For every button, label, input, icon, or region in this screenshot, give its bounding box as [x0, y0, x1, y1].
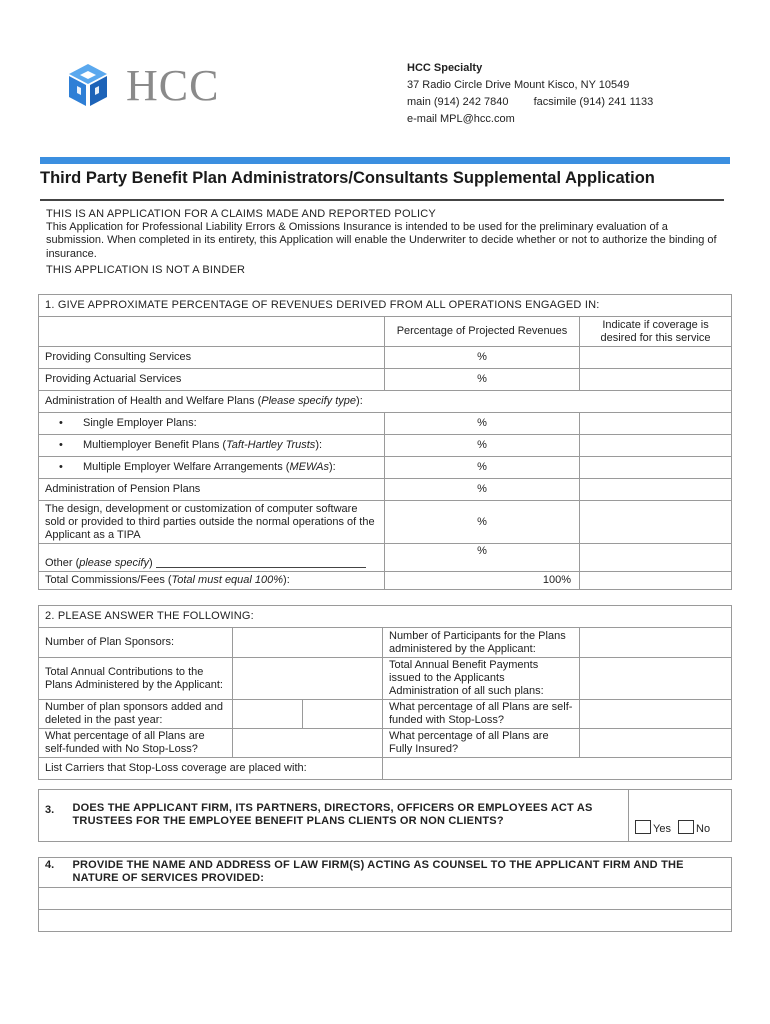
- fully-insured-input[interactable]: [580, 729, 732, 758]
- admin-health-italic: Please specify type: [261, 395, 357, 407]
- header-blue-bar: [40, 157, 730, 164]
- page-title: Third Party Benefit Plan Administrators/Consultants Supplemental Application: [40, 169, 655, 187]
- plan-sponsors-label: Number of Plan Sponsors:: [39, 628, 233, 658]
- participants-input[interactable]: [580, 628, 732, 658]
- carriers-input[interactable]: [383, 758, 732, 780]
- claims-made-notice: THIS IS AN APPLICATION FOR A CLAIMS MADE AND REPORTED POLICY: [46, 208, 436, 220]
- no-label: No: [696, 823, 711, 835]
- added-input[interactable]: [233, 700, 303, 729]
- total-prefix: Total Commissions/Fees (: [45, 574, 172, 586]
- row-multiemployer-coverage[interactable]: [580, 435, 732, 457]
- multi-italic: Taft-Hartley Trusts: [226, 439, 316, 451]
- row-single-employer-label: • Single Employer Plans:: [39, 413, 385, 435]
- row-multiemployer-label: [39, 435, 385, 457]
- added-deleted-label: Number of plan sponsors added and deleted in the past year:: [39, 700, 233, 729]
- row-actuarial-label: Providing Actuarial Services: [39, 369, 385, 391]
- row-pension-label: Administration of Pension Plans: [39, 479, 385, 501]
- row-single-employer-coverage[interactable]: [580, 413, 732, 435]
- other-specify-line[interactable]: [156, 557, 366, 568]
- section3-question: DOES THE APPLICANT FIRM, ITS PARTNERS, DIRECTORS, OFFICERS OR EMPLOYEES ACT AS TRUSTEES FOR THE EMPLOYEE BENEFIT PLANS CLIENTS OR NON CLIENTS?: [67, 790, 629, 842]
- section1-header-blank: [39, 317, 385, 347]
- section3-number: 3.: [39, 790, 67, 842]
- admin-health-suffix: ):: [356, 395, 363, 407]
- row-total-label: [39, 572, 385, 590]
- fully-insured-label: What percentage of all Plans are Fully Insured?: [383, 729, 580, 758]
- total-italic: Total must equal 100%: [171, 574, 284, 586]
- section4-question: PROVIDE THE NAME AND ADDRESS OF LAW FIRM(S) ACTING AS COUNSEL TO THE APPLICANT FIRM AND THE NATURE OF SERVICES PROVIDED:: [67, 858, 732, 888]
- main-phone: main (914) 242 7840: [407, 96, 509, 108]
- row-consulting-pct[interactable]: %: [385, 347, 580, 369]
- row-other-coverage[interactable]: [580, 544, 732, 572]
- row-pension-pct[interactable]: %: [385, 479, 580, 501]
- other-suffix: ): [148, 557, 153, 569]
- section2-table: [38, 605, 732, 780]
- no-stop-loss-label: What percentage of all Plans are self-funded with No Stop-Loss?: [39, 729, 233, 758]
- row-actuarial-coverage[interactable]: [580, 369, 732, 391]
- contributions-input[interactable]: [233, 658, 383, 700]
- row-mewa-pct[interactable]: %: [385, 457, 580, 479]
- carriers-label: List Carriers that Stop-Loss coverage are placed with:: [39, 758, 383, 780]
- no-checkbox[interactable]: [678, 820, 694, 834]
- stop-loss-self-input[interactable]: [580, 700, 732, 729]
- mewa-suffix: ):: [328, 461, 336, 473]
- row-consulting-coverage[interactable]: [580, 347, 732, 369]
- yes-checkbox[interactable]: [635, 820, 651, 834]
- row-total-value: 100%: [385, 572, 580, 590]
- yes-label: Yes: [653, 823, 671, 835]
- mewa-italic: MEWAs: [289, 461, 329, 473]
- hcc-cube-icon: [66, 62, 110, 110]
- row-pension-coverage[interactable]: [580, 479, 732, 501]
- other-italic: please specify: [79, 557, 149, 569]
- company-phones: [407, 94, 727, 111]
- plan-sponsors-input[interactable]: [233, 628, 383, 658]
- intro-block: [46, 208, 726, 277]
- law-firm-line-2[interactable]: [39, 910, 732, 932]
- hcc-logo: [66, 62, 226, 112]
- row-other-label: [39, 544, 385, 572]
- fax-number: facsimile (914) 241 1133: [533, 96, 654, 108]
- section4-table: [38, 857, 732, 932]
- admin-health-prefix: Administration of Health and Welfare Plans (: [45, 395, 262, 407]
- total-suffix: ):: [283, 574, 290, 586]
- section2-heading: 2. PLEASE ANSWER THE FOLLOWING:: [39, 606, 732, 628]
- multi-suffix: ):: [315, 439, 323, 451]
- row-software-pct[interactable]: %: [385, 501, 580, 544]
- company-email[interactable]: e-mail MPL@hcc.com: [407, 113, 515, 125]
- row-multiemployer-pct[interactable]: %: [385, 435, 580, 457]
- row-mewa-coverage[interactable]: [580, 457, 732, 479]
- row-total-coverage: [580, 572, 732, 590]
- title-rule: [40, 199, 724, 201]
- benefit-payments-label: Total Annual Benefit Payments issued to the Applicants Administration of all such plans:: [383, 658, 580, 700]
- intro-body: This Application for Professional Liability Errors & Omissions Insurance is intended to be used for the preliminary evaluation of a submission. When completed in its entirety, this Application will enable the Underwriter to decide whether or not to authorize the binding of insurance.: [46, 221, 717, 260]
- section3-answer: [629, 790, 732, 842]
- row-consulting-label: Providing Consulting Services: [39, 347, 385, 369]
- row-other-pct[interactable]: %: [385, 544, 580, 572]
- contributions-label: Total Annual Contributions to the Plans Administered by the Applicant:: [39, 658, 233, 700]
- company-address: 37 Radio Circle Drive Mount Kisco, NY 10549: [407, 79, 630, 91]
- section1-table: [38, 294, 732, 590]
- row-single-employer-pct[interactable]: %: [385, 413, 580, 435]
- row-software-coverage[interactable]: [580, 501, 732, 544]
- multi-prefix: Multiemployer Benefit Plans (: [83, 439, 227, 451]
- deleted-input[interactable]: [303, 700, 383, 729]
- row-software-label: The design, development or customization of computer software sold or provided to third parties outside the normal operations of the Applicant as a TIPA: [39, 501, 385, 544]
- participants-label: Number of Participants for the Plans administered by the Applicant:: [383, 628, 580, 658]
- benefit-payments-input[interactable]: [580, 658, 732, 700]
- section1-heading: 1. GIVE APPROXIMATE PERCENTAGE OF REVENUES DERIVED FROM ALL OPERATIONS ENGAGED IN:: [39, 295, 732, 317]
- section4-number: 4.: [39, 858, 67, 888]
- not-binder-notice: THIS APPLICATION IS NOT A BINDER: [46, 263, 246, 276]
- stop-loss-self-label: What percentage of all Plans are self-funded with Stop-Loss?: [383, 700, 580, 729]
- col-coverage: Indicate if coverage is desired for this service: [580, 317, 732, 347]
- other-prefix: Other (: [45, 557, 80, 569]
- law-firm-line-1[interactable]: [39, 888, 732, 910]
- no-stop-loss-input[interactable]: [233, 729, 383, 758]
- company-name: HCC Specialty: [407, 62, 483, 74]
- mewa-prefix: Multiple Employer Welfare Arrangements (: [83, 461, 290, 473]
- row-actuarial-pct[interactable]: %: [385, 369, 580, 391]
- row-mewa-label: [39, 457, 385, 479]
- logo-text: HCC: [126, 61, 220, 110]
- col-percentage: Percentage of Projected Revenues: [385, 317, 580, 347]
- section3-table: [38, 789, 732, 842]
- company-info: [407, 60, 727, 128]
- row-admin-health-heading: [39, 391, 732, 413]
